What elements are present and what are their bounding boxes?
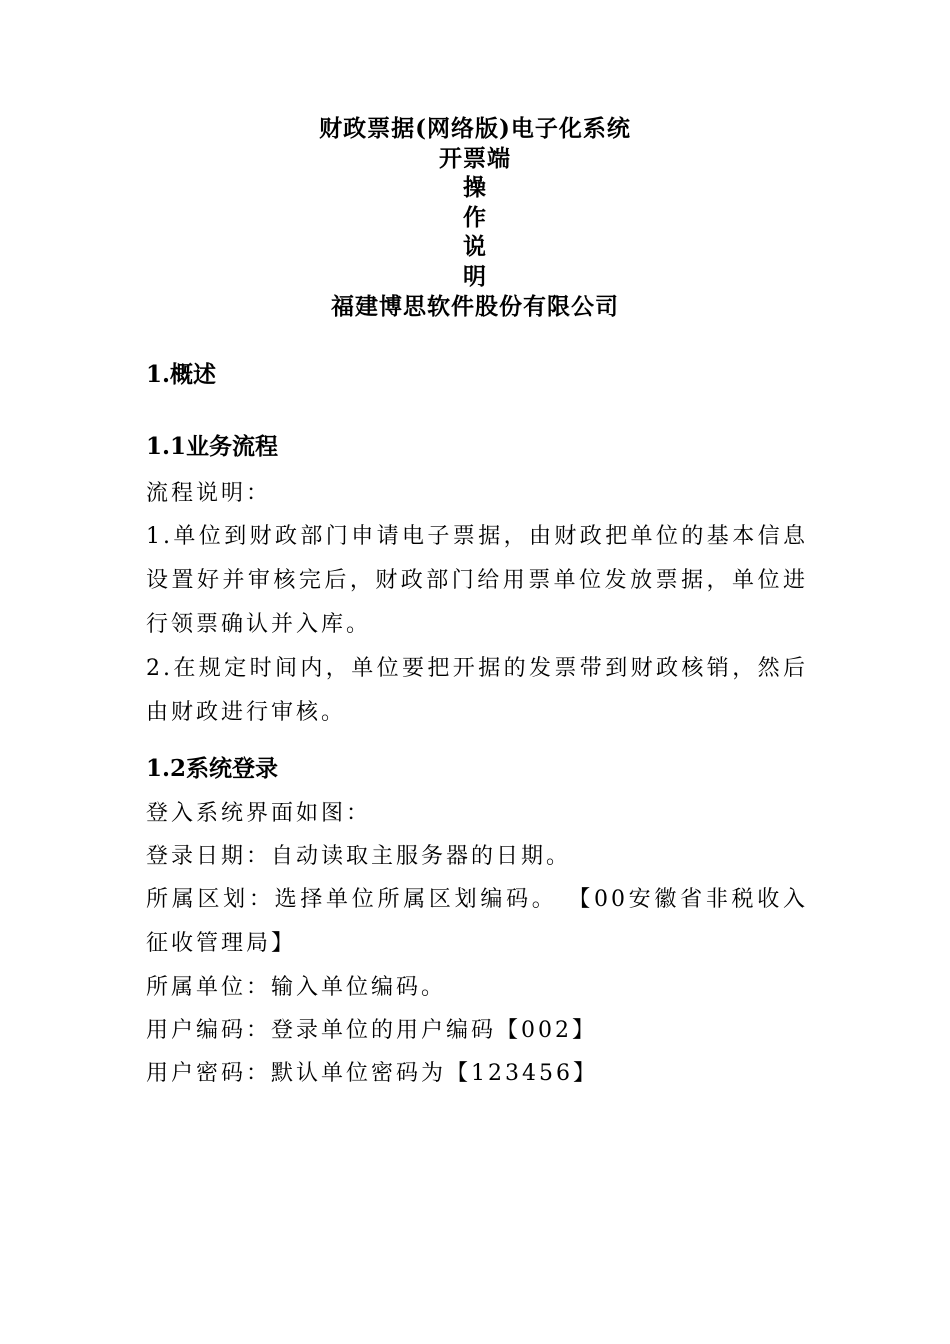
section-1-2 (146, 752, 808, 1095)
title-char-4: 明 (463, 262, 487, 290)
login-usercode-desc: 用户编码：登录单位的用户编码【002】 (146, 1018, 597, 1043)
flow-item-1: 1.单位到财政部门申请电子票据，由财政把单位的基本信息设置好并审核完后，财政部门给用票单位发放票据，单位进行领票确认并入库。 (146, 524, 808, 637)
title-char-2: 作 (463, 203, 487, 231)
section-1-1-heading: 1.1业务流程 (146, 433, 279, 460)
login-unit-desc: 所属单位：输入单位编码。 (146, 975, 447, 1000)
section-1-1 (146, 430, 808, 735)
login-password-desc: 用户密码：默认单位密码为【123456】 (146, 1061, 598, 1086)
document-title-block (0, 114, 950, 322)
login-region-desc: 所属区划：选择单位所属区划编码。 【00安徽省非税收入征收管理局】 (146, 887, 808, 956)
login-date-desc: 登录日期：自动读取主服务器的日期。 (146, 844, 572, 869)
document-title: 财政票据(网络版)电子化系统 (319, 115, 631, 142)
section-1-heading: 1.概述 (146, 361, 217, 388)
login-intro: 登入系统界面如图： (146, 801, 372, 826)
document-subtitle: 开票端 (439, 144, 511, 172)
section-1-2-heading: 1.2系统登录 (146, 755, 279, 782)
flow-intro: 流程说明： (146, 481, 272, 506)
title-char-1: 操 (463, 174, 487, 201)
company-name: 福建博思软件股份有限公司 (331, 293, 619, 320)
title-char-3: 说 (463, 233, 487, 260)
flow-item-2: 2.在规定时间内，单位要把开据的发票带到财政核销，然后由财政进行审核。 (146, 656, 808, 725)
